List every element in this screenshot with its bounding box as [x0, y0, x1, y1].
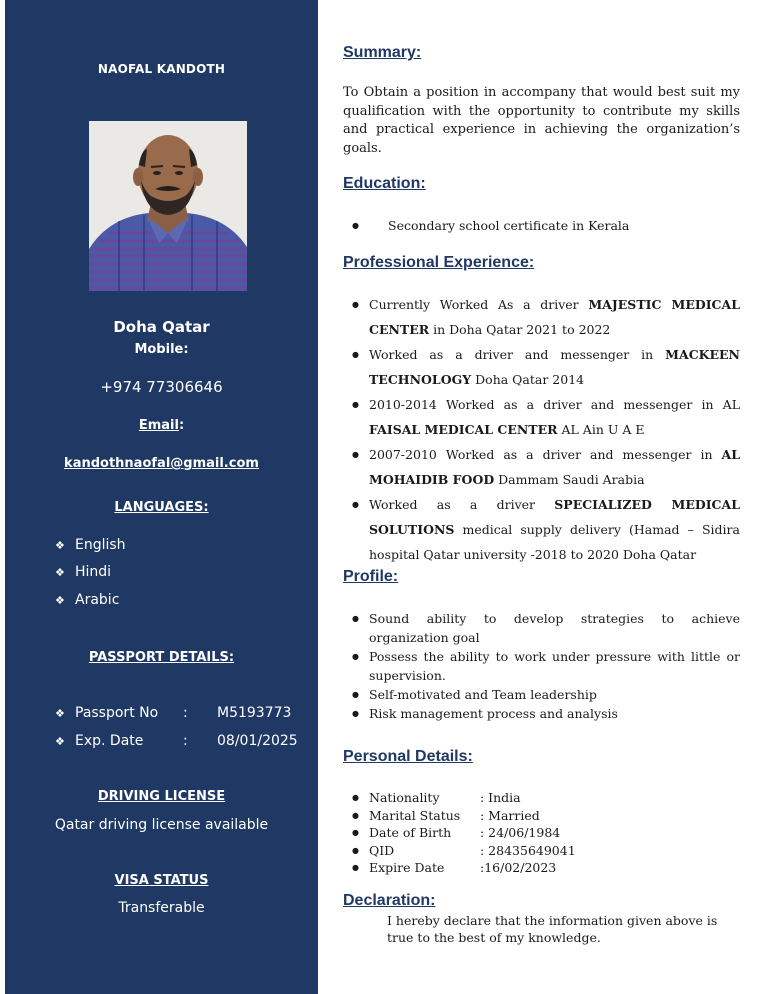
email-link[interactable]: kandothnaofal@gmail.com — [64, 456, 259, 471]
list-item: ● Risk management process and analysis — [343, 704, 740, 723]
list-item: ● Self-motivated and Team leadership — [343, 685, 740, 704]
passport-no-colon: : — [183, 705, 188, 721]
list-item: ● Marital Status : Married — [343, 807, 740, 825]
languages-heading: LANGUAGES: — [114, 500, 209, 515]
list-item: ● Worked as a driver SPECIALIZED MEDICAL SOLUTIONS medical supply delivery (Hamad – Sidira hospital Qatar university -2018 to 2020 Doha Qatar — [343, 492, 740, 567]
declaration-text: I hereby declare that the information given above is true to the best of my knowledge. — [387, 913, 718, 945]
list-item: ● Currently Worked As a driver MAJESTIC MEDICAL CENTER in Doha Qatar 2021 to 2022 — [343, 292, 740, 342]
driving-license-heading: DRIVING LICENSE — [97, 789, 226, 804]
visa-status-heading: VISA STATUS — [114, 873, 209, 888]
declaration-heading: Declaration: — [343, 892, 436, 909]
list-item: ● 2010-2014 Worked as a driver and messenger in AL FAISAL MEDICAL CENTER AL Ain U A E — [343, 392, 740, 442]
list-item: ● Nationality : India — [343, 789, 740, 807]
email-label-text: Email — [138, 418, 179, 433]
profile-list — [343, 609, 740, 723]
education-list — [343, 216, 740, 235]
profile-heading: Profile: — [343, 568, 399, 585]
mobile-label: Mobile: — [134, 342, 189, 357]
experience-heading: Professional Experience: — [343, 254, 535, 271]
diamond-bullet-icon: ❖ — [55, 707, 65, 720]
list-item: ● Date of Birth : 24/06/1984 — [343, 824, 740, 842]
profile-photo — [89, 121, 247, 291]
language-item: ❖ Hindi — [55, 564, 112, 580]
exp-date-value: 08/01/2025 — [217, 733, 298, 749]
email-label — [5, 418, 318, 433]
exp-date-label: ❖ Exp. Date — [55, 733, 144, 749]
language-item: ❖ English — [55, 537, 126, 553]
exp-date-colon: : — [183, 733, 188, 749]
candidate-name: NAOFAL KANDOTH — [97, 62, 226, 76]
list-item: ● Worked as a driver and messenger in MACKEEN TECHNOLOGY Doha Qatar 2014 — [343, 342, 740, 392]
list-item: ● QID : 28435649041 — [343, 842, 740, 860]
summary-text: To Obtain a position in accompany that would best suit my qualification with the opportunity to contribute my skills and practical experience in achieving the organization’s goals. — [343, 85, 740, 156]
email-label-colon: : — [178, 418, 185, 433]
list-item: ● Expire Date :16/02/2023 — [343, 859, 740, 877]
passport-no-label: ❖ Passport No — [55, 705, 159, 721]
diamond-bullet-icon: ❖ — [55, 566, 65, 579]
language-item: ❖ Arabic — [55, 592, 120, 608]
personal-details-heading: Personal Details: — [343, 748, 473, 765]
passport-no-value: M5193773 — [217, 705, 292, 721]
diamond-bullet-icon: ❖ — [55, 735, 65, 748]
passport-heading: PASSPORT DETAILS: — [88, 650, 235, 665]
personal-details-list — [343, 789, 740, 877]
experience-list — [343, 292, 740, 567]
list-item: ● Secondary school certificate in Kerala — [343, 216, 740, 235]
education-heading: Education: — [343, 175, 426, 192]
list-item: ● 2007-2010 Worked as a driver and messenger in AL MOHAIDIB FOOD Dammam Saudi Arabia — [343, 442, 740, 492]
sidebar — [5, 0, 318, 994]
list-item: ● Sound ability to develop strategies to achieve organization goal — [343, 609, 740, 647]
diamond-bullet-icon: ❖ — [55, 594, 65, 607]
visa-status-text: Transferable — [118, 900, 205, 916]
driving-license-text: Qatar driving license available — [54, 817, 269, 833]
diamond-bullet-icon: ❖ — [55, 539, 65, 552]
list-item: ● Possess the ability to work under pressure with little or supervision. — [343, 647, 740, 685]
summary-heading: Summary: — [343, 44, 422, 61]
location: Doha Qatar — [113, 318, 210, 336]
mobile-number: +974 77306646 — [100, 378, 223, 396]
